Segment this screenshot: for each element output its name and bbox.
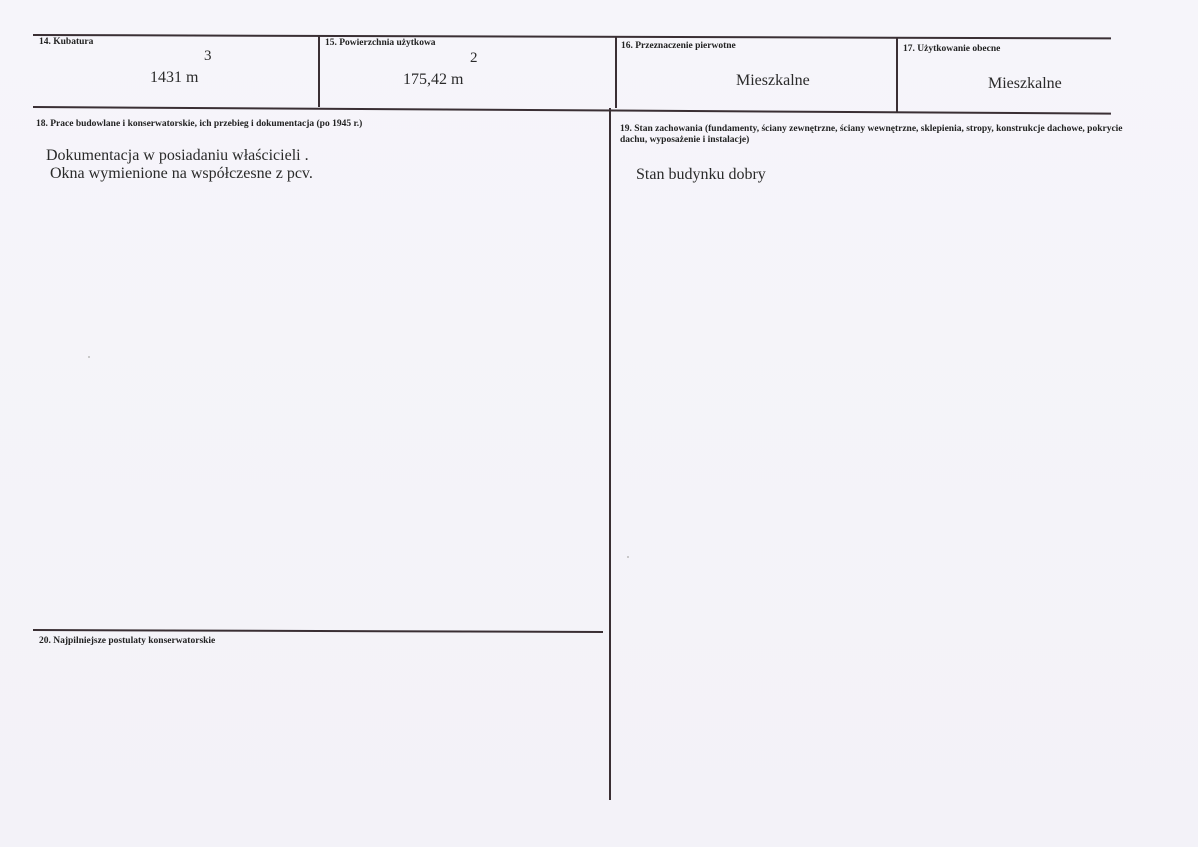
field-20-label: 20. Najpilniejsze postulaty konserwatorskie [39, 636, 216, 646]
top-border-line [33, 34, 1111, 39]
field-17-value: Mieszkalne [988, 75, 1062, 92]
field-18-line-2: Okna wymienione na współczesne z pcv. [50, 165, 313, 182]
field-15-exponent: 2 [470, 50, 478, 66]
field-19-value: Stan budynku dobry [636, 166, 766, 183]
paper-speck [627, 556, 629, 558]
paper-speck [88, 356, 90, 358]
field-20-divider-line [33, 629, 603, 633]
field-15-value: 175,42 m [403, 71, 464, 88]
field-18-label: 18. Prace budowlane i konserwatorskie, ich przebieg i dokumentacja (po 1945 r.) [36, 119, 363, 129]
field-14-label: 14. Kubatura [39, 37, 94, 47]
field-16-label: 16. Przeznaczenie pierwotne [621, 41, 736, 51]
field-15-label: 15. Powierzchnia użytkowa [325, 38, 436, 48]
column-divider-15-16 [615, 36, 617, 108]
row-divider-line [33, 106, 1111, 115]
field-14-exponent: 3 [204, 48, 212, 64]
column-divider-16-17 [896, 38, 898, 113]
field-17-label: 17. Użytkowanie obecne [903, 44, 1001, 54]
field-16-value: Mieszkalne [736, 72, 810, 89]
field-18-line-1: Dokumentacja w posiadaniu właścicieli . [46, 147, 309, 164]
column-divider-14-15 [318, 35, 320, 107]
field-14-value: 1431 m [150, 69, 199, 86]
field-19-label: 19. Stan zachowania (fundamenty, ściany zewnętrzne, ściany wewnętrzne, sklepienia, stropy, konstrukcje dachowe, pokrycie dachu, wyposażenie i instalacje) [620, 124, 1123, 145]
center-divider-line [609, 108, 611, 800]
